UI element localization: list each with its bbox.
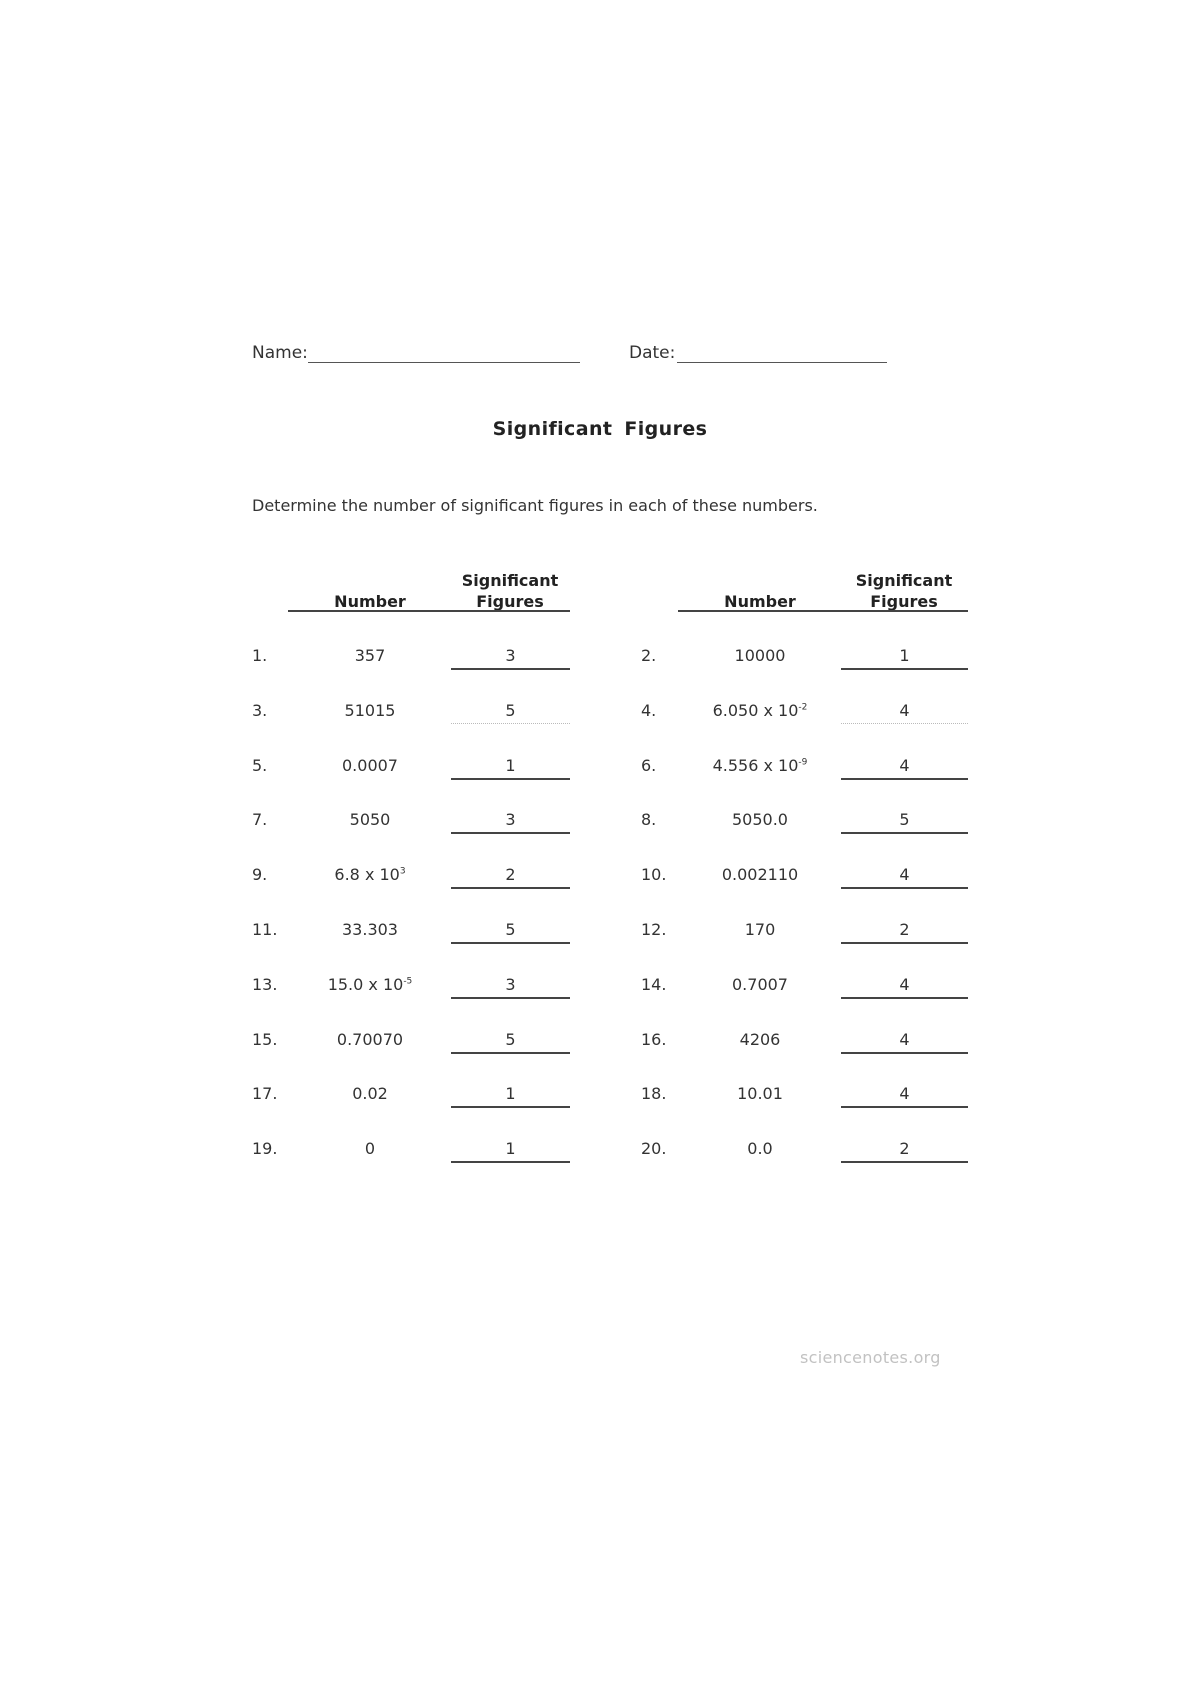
number-value: 0.0007	[342, 755, 398, 775]
answer-line	[451, 997, 570, 999]
question-number: 12.	[641, 920, 667, 939]
question-number: 1.	[252, 646, 268, 665]
answer-line	[841, 887, 968, 889]
answer-line	[451, 832, 570, 834]
answer-line	[451, 1106, 570, 1108]
answer-value[interactable]: 3	[505, 646, 516, 665]
question-number: 14.	[641, 974, 667, 994]
number-value: 170	[744, 920, 776, 939]
answer-line	[451, 723, 570, 724]
page-title: Significant Figures	[492, 418, 708, 440]
answer-value[interactable]: 4	[899, 865, 910, 885]
number-value: 4206	[739, 1029, 781, 1049]
answer-value[interactable]: 2	[899, 1139, 910, 1159]
answer-line	[451, 1052, 570, 1054]
question-number: 9.	[252, 865, 268, 885]
question-number: 4.	[641, 700, 657, 720]
question-number: 17.	[252, 1084, 278, 1104]
header-rule-left	[288, 610, 570, 612]
column-header-number-left: Number	[334, 592, 406, 611]
number-value: 0.70070	[336, 1029, 404, 1049]
number-value: 4.556 x $10^{-9}$	[712, 755, 808, 775]
exponent: -2	[798, 702, 808, 713]
answer-line	[841, 1106, 968, 1108]
number-value: 10.01	[737, 1084, 783, 1104]
answer-value[interactable]: 5	[505, 920, 516, 939]
answer-line	[841, 997, 968, 999]
question-number: 13.	[252, 974, 278, 994]
answer-value[interactable]: 1	[505, 1084, 516, 1104]
exponent: -5	[403, 976, 413, 987]
answer-line	[451, 1161, 570, 1163]
question-number: 10.	[641, 865, 667, 885]
answer-value[interactable]: 4	[899, 1084, 910, 1104]
number-value: 33.303	[342, 920, 398, 939]
answer-line	[841, 668, 968, 670]
number-value: 0.7007	[732, 974, 788, 994]
answer-value[interactable]: 1	[505, 1139, 516, 1159]
number-value: 5050.0	[732, 810, 788, 830]
answer-value[interactable]: 4	[899, 700, 910, 720]
column-header-sigfig-right: Significant Figures	[855, 571, 953, 611]
answer-value[interactable]: 5	[899, 810, 910, 830]
question-number: 3.	[252, 700, 268, 720]
footer-watermark: sciencenotes.org	[800, 1348, 941, 1367]
number-value: 0.002110	[721, 865, 799, 885]
question-number: 19.	[252, 1139, 278, 1159]
answer-value[interactable]: 4	[899, 974, 910, 994]
answer-line	[451, 778, 570, 780]
number-value: 357	[354, 646, 386, 665]
answer-value[interactable]: 2	[899, 920, 910, 939]
question-number: 6.	[641, 755, 657, 775]
answer-line	[841, 942, 968, 944]
answer-line	[451, 668, 570, 670]
answer-value[interactable]: 4	[899, 755, 910, 775]
answer-line	[451, 942, 570, 944]
number-value: 6.050 x $10^{-2}$	[712, 700, 808, 720]
answer-value[interactable]: 1	[505, 755, 516, 775]
question-number: 20.	[641, 1139, 667, 1159]
exponent: 3	[399, 866, 406, 877]
question-number: 8.	[641, 810, 657, 830]
answer-line	[841, 723, 968, 724]
question-number: 5.	[252, 755, 268, 775]
number-value: 15.0 x $10^{-5}$	[327, 974, 413, 994]
header-rule-right	[678, 610, 968, 612]
date-label: Date:	[629, 343, 676, 363]
answer-value[interactable]: 5	[505, 1029, 516, 1049]
question-number: 11.	[252, 920, 278, 939]
answer-line	[841, 778, 968, 780]
date-field[interactable]	[677, 362, 887, 363]
column-header-number-right: Number	[724, 592, 796, 611]
column-header-sigfig-left: Significant Figures	[461, 571, 559, 611]
number-value: 0.02	[352, 1084, 388, 1104]
answer-value[interactable]: 5	[505, 700, 516, 720]
answer-value[interactable]: 3	[505, 810, 516, 830]
answer-line	[841, 1052, 968, 1054]
number-value: 0	[364, 1139, 376, 1159]
question-number: 16.	[641, 1029, 667, 1049]
name-label: Name:	[252, 343, 308, 363]
exponent: -9	[798, 757, 808, 768]
answer-value[interactable]: 2	[505, 865, 516, 885]
answer-value[interactable]: 4	[899, 1029, 910, 1049]
answer-line	[841, 832, 968, 834]
number-value: 10000	[734, 646, 786, 665]
question-number: 15.	[252, 1029, 278, 1049]
answer-line	[451, 887, 570, 889]
question-number: 18.	[641, 1084, 667, 1104]
answer-value[interactable]: 1	[899, 646, 910, 665]
answer-value[interactable]: 3	[505, 974, 516, 994]
name-field[interactable]	[308, 362, 580, 363]
instructions-text: Determine the number of significant figures in each of these numbers.	[252, 496, 818, 515]
question-number: 7.	[252, 810, 268, 830]
answer-line	[841, 1161, 968, 1163]
question-number: 2.	[641, 646, 657, 665]
number-value: 51015	[344, 700, 396, 720]
number-value: 6.8 x $10^3$	[334, 865, 406, 885]
number-value: 0.0	[747, 1139, 773, 1159]
number-value: 5050	[349, 810, 391, 830]
